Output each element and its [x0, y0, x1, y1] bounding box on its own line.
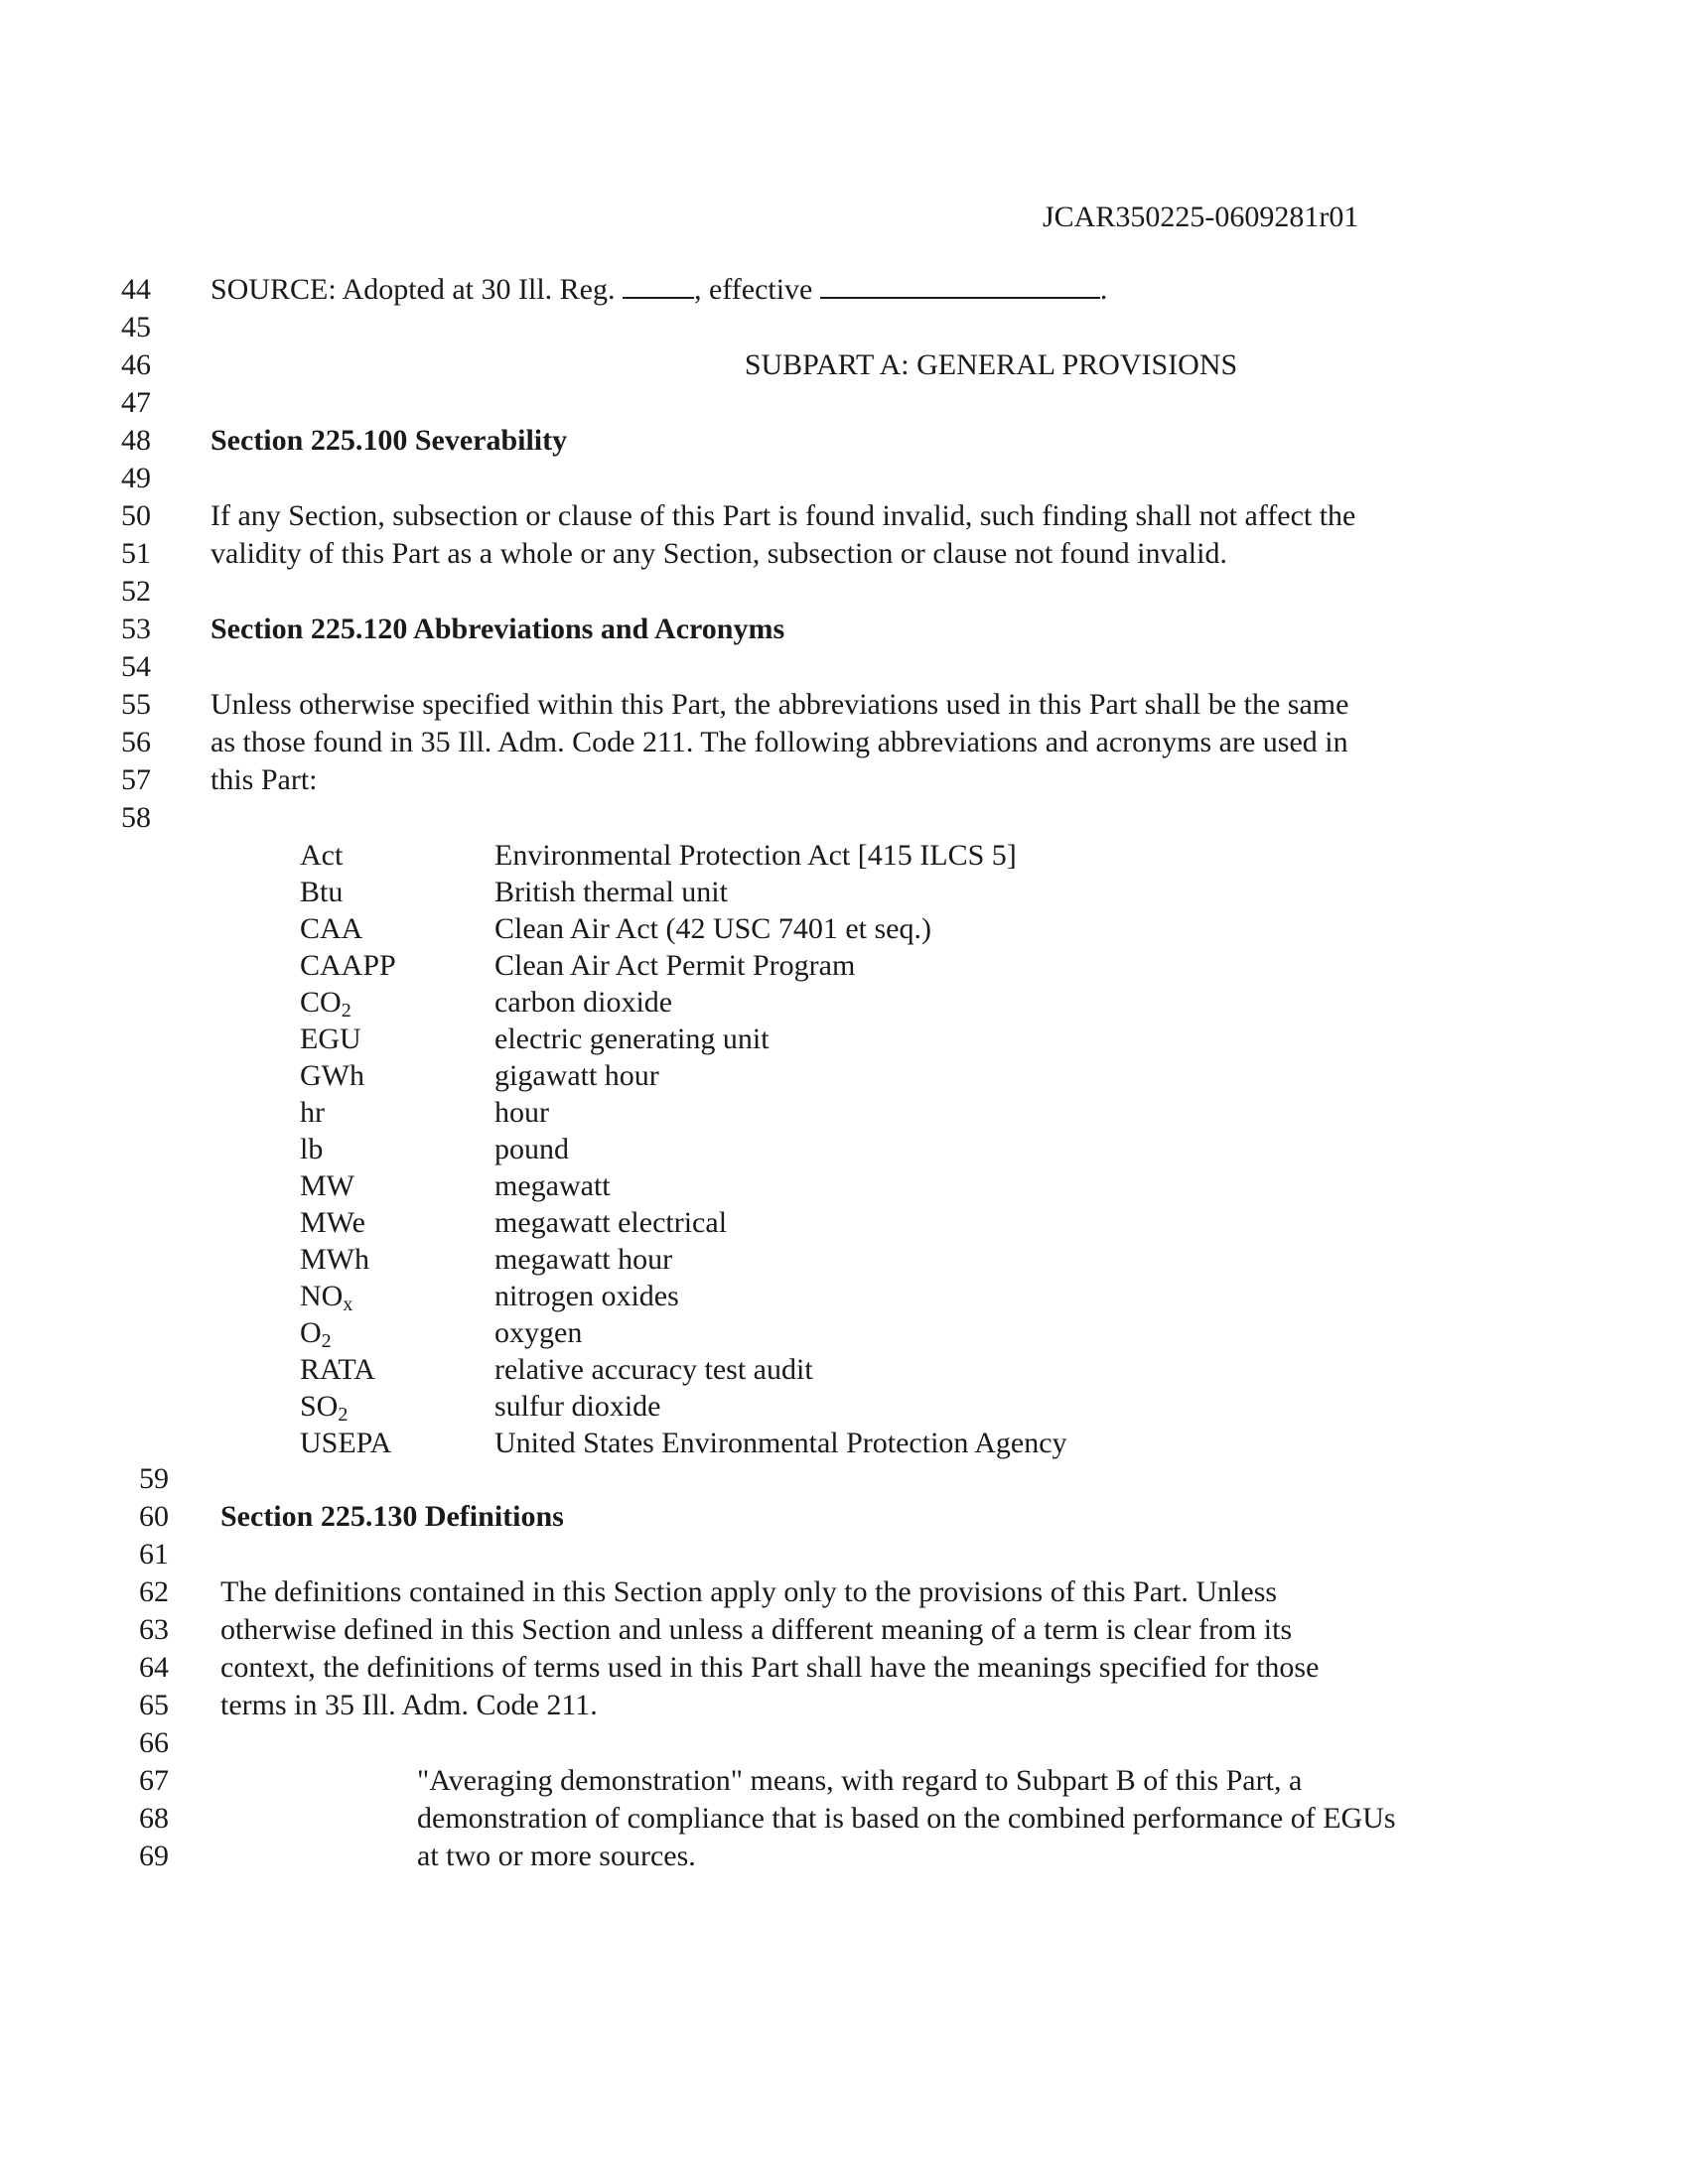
- line-number: 49: [121, 462, 151, 494]
- line-number: 51: [121, 537, 151, 570]
- abbreviation: USEPA: [300, 1427, 392, 1459]
- section-100-heading: Section 225.100 Severability: [210, 424, 568, 457]
- line-number: 69: [139, 1840, 169, 1872]
- definition-text-line: at two or more sources.: [417, 1840, 696, 1872]
- section-120-heading: Section 225.120 Abbreviations and Acronyms: [210, 613, 785, 645]
- abbreviation-meaning: carbon dioxide: [494, 986, 673, 1019]
- abbreviation-meaning: electric generating unit: [494, 1023, 770, 1055]
- abbreviation: MW: [300, 1169, 354, 1202]
- register-blank: [623, 271, 694, 299]
- abbreviation: RATA: [300, 1353, 375, 1386]
- abbreviation-meaning: hour: [494, 1096, 549, 1129]
- line-number: 65: [139, 1689, 169, 1721]
- abbreviation: Btu: [300, 876, 344, 908]
- section-130-text-line: The definitions contained in this Section apply only to the provisions of this Part. Unless: [220, 1575, 1278, 1608]
- line-number: 56: [121, 726, 151, 758]
- line-number: 55: [121, 688, 151, 721]
- section-130-text-line: context, the definitions of terms used in this Part shall have the meanings specified for those: [220, 1651, 1320, 1684]
- line-number: 45: [121, 311, 151, 343]
- abbreviation: CAA: [300, 912, 363, 945]
- abbreviation: CAAPP: [300, 949, 396, 982]
- abbreviation: $SO_2$: [300, 1390, 349, 1426]
- line-number: 64: [139, 1651, 169, 1684]
- section-100-text-line: If any Section, subsection or clause of this Part is found invalid, such finding shall not affect the: [210, 499, 1356, 532]
- abbreviation: MWh: [300, 1243, 369, 1276]
- abbreviation-meaning: Environmental Protection Act [415 ILCS 5]: [494, 839, 1017, 872]
- abbreviation: lb: [300, 1133, 324, 1165]
- abbreviation: Act: [300, 839, 344, 872]
- line-number: 68: [139, 1802, 169, 1835]
- line-number: 44: [121, 273, 151, 306]
- line-number: 52: [121, 575, 151, 608]
- line-number: 62: [139, 1575, 169, 1608]
- line-number: 63: [139, 1613, 169, 1646]
- section-120-text-line: this Part:: [210, 763, 318, 796]
- line-number: 48: [121, 424, 151, 457]
- abbreviation: $CO_2$: [300, 986, 351, 1022]
- subpart-heading: SUBPART A: GENERAL PROVISIONS: [744, 348, 1238, 381]
- source-line: [210, 271, 1107, 309]
- line-number: 46: [121, 348, 151, 381]
- source-effective-text: , effective: [694, 273, 813, 306]
- line-number: 50: [121, 499, 151, 532]
- line-number: 47: [121, 386, 151, 419]
- line-number: 59: [139, 1462, 169, 1495]
- abbreviation-meaning: gigawatt hour: [494, 1059, 659, 1092]
- effective-date-blank: [820, 271, 1100, 299]
- section-130-heading: Section 225.130 Definitions: [220, 1500, 564, 1533]
- section-120-text-line: as those found in 35 Ill. Adm. Code 211. The following abbreviations and acronyms are used in: [210, 726, 1348, 758]
- section-120-text-line: Unless otherwise specified within this Part, the abbreviations used in this Part shall be the same: [210, 688, 1349, 721]
- source-period: .: [1099, 273, 1108, 306]
- line-number: 66: [139, 1726, 169, 1759]
- line-number: 67: [139, 1764, 169, 1797]
- abbreviation-meaning: megawatt: [494, 1169, 611, 1202]
- abbreviation-meaning: Clean Air Act Permit Program: [494, 949, 856, 982]
- line-number: 61: [139, 1538, 169, 1570]
- abbreviation-meaning: nitrogen oxides: [494, 1280, 679, 1312]
- section-100-text-line: validity of this Part as a whole or any Section, subsection or clause not found invalid.: [210, 537, 1227, 570]
- line-number: 58: [121, 801, 151, 834]
- section-130-text-line: terms in 35 Ill. Adm. Code 211.: [220, 1689, 598, 1721]
- abbreviation-meaning: megawatt electrical: [494, 1206, 728, 1239]
- section-130-text-line: otherwise defined in this Section and unless a different meaning of a term is clear from its: [220, 1613, 1293, 1646]
- abbreviation-meaning: Clean Air Act (42 USC 7401 et seq.): [494, 912, 931, 945]
- abbreviation-meaning: megawatt hour: [494, 1243, 673, 1276]
- definition-text-line: demonstration of compliance that is based on the combined performance of EGUs: [417, 1802, 1396, 1835]
- abbreviation-meaning: relative accuracy test audit: [494, 1353, 813, 1386]
- abbreviation: EGU: [300, 1023, 361, 1055]
- abbreviation-meaning: United States Environmental Protection Agency: [494, 1427, 1067, 1459]
- abbreviation: GWh: [300, 1059, 364, 1092]
- abbreviation-meaning: pound: [494, 1133, 569, 1165]
- line-number: 53: [121, 613, 151, 645]
- line-number: 60: [139, 1500, 169, 1533]
- abbreviation: $NO_x$: [300, 1280, 353, 1315]
- abbreviation: MWe: [300, 1206, 365, 1239]
- abbreviation-meaning: British thermal unit: [494, 876, 728, 908]
- abbreviation: hr: [300, 1096, 325, 1129]
- abbreviation-meaning: sulfur dioxide: [494, 1390, 661, 1423]
- document-id: JCAR350225-0609281r01: [1043, 201, 1359, 233]
- line-number: 54: [121, 650, 151, 683]
- abbreviation: $O_2$: [300, 1316, 332, 1352]
- source-text: SOURCE: Adopted at 30 Ill. Reg.: [210, 273, 616, 306]
- abbreviation-meaning: oxygen: [494, 1316, 583, 1349]
- line-number: 57: [121, 763, 151, 796]
- definition-text-line: "Averaging demonstration" means, with regard to Subpart B of this Part, a: [417, 1764, 1303, 1797]
